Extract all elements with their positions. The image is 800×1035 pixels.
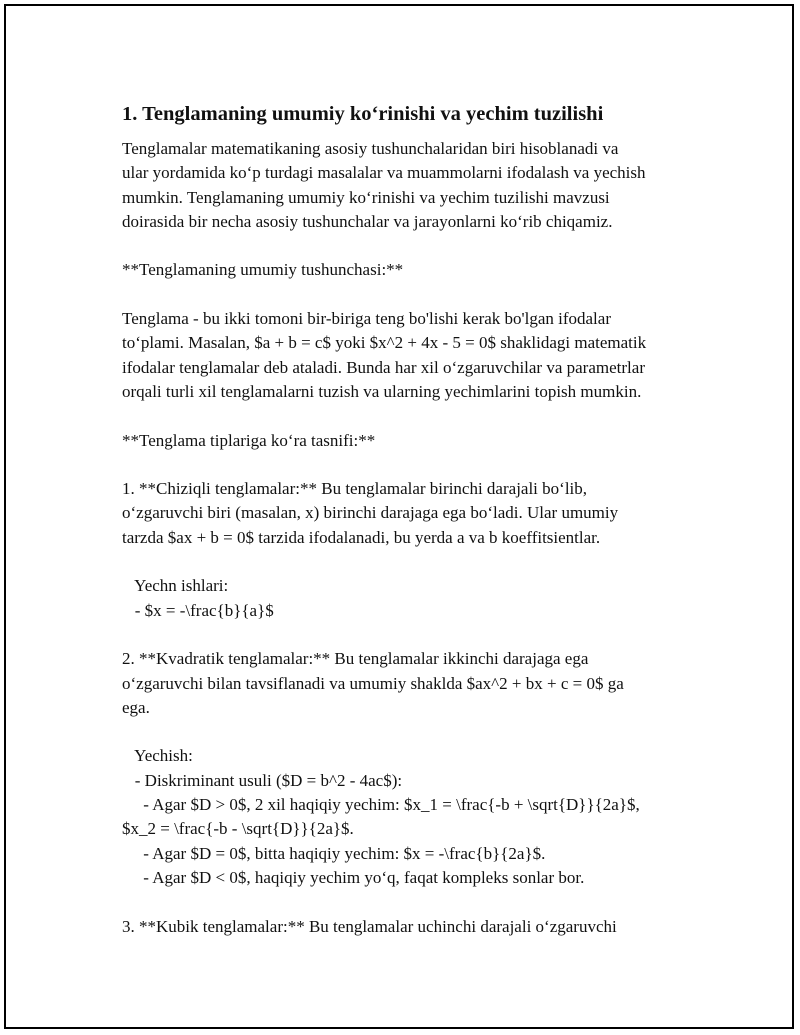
text-line: doirasida bir necha asosiy tushunchalar va jarayonlarni koʻrib chiqamiz. bbox=[122, 211, 613, 231]
text-line bbox=[122, 404, 722, 428]
text-line: - Diskriminant usuli ($D = b^2 - 4ac$): bbox=[122, 770, 403, 790]
text-line: - $x = -\frac{b}{a}$ bbox=[122, 600, 274, 620]
text-line: 2. **Kvadratik tenglamalar:** Bu tenglamalar ikkinchi darajaga ega bbox=[122, 649, 589, 669]
text-line: Tenglama - bu ikki tomoni bir-biriga teng bo'lishi kerak bo'lgan ifodalar bbox=[122, 309, 611, 329]
text-line bbox=[122, 720, 722, 744]
text-line: Tenglamalar matematikaning asosiy tushunchalaridan biri hisoblanadi va bbox=[122, 139, 619, 158]
text-line: oʻzgaruvchi bilan tavsiflanadi va umumiy shaklda $ax^2 + bx + c = 0$ ga bbox=[122, 673, 624, 693]
text-line bbox=[122, 453, 722, 477]
text-line: - Agar $D = 0$, bitta haqiqiy yechim: $x = -\frac{b}{2a}$. bbox=[122, 843, 546, 863]
text-line: ega. bbox=[122, 697, 150, 717]
text-line: - Agar $D < 0$, haqiqiy yechim yoʻq, faqat kompleks sonlar bor. bbox=[122, 867, 585, 887]
document-content bbox=[122, 101, 722, 939]
text-line bbox=[122, 283, 722, 307]
section-heading: 1. Tenglamaning umumiy koʻrinishi va yechim tuzilishi bbox=[122, 103, 604, 125]
text-line: oʻzgaruvchi biri (masalan, x) birinchi darajaga ega boʻladi. Ular umumiy bbox=[122, 503, 619, 523]
text-line: Yechish: bbox=[122, 746, 193, 766]
text-line: - Agar $D > 0$, 2 xil haqiqiy yechim: $x_1 = \frac{-b + \sqrt{D}}{2a}$, bbox=[122, 795, 640, 815]
text-line: 3. **Kubik tenglamalar:** Bu tenglamalar uchinchi darajali oʻzgaruvchi bbox=[122, 916, 617, 936]
document-page bbox=[4, 4, 794, 1029]
text-line: **Tenglamaning umumiy tushunchasi:** bbox=[122, 260, 404, 280]
text-line: orqali turli xil tenglamalarni tuzish va ularning yechimlarini topish mumkin. bbox=[122, 381, 642, 401]
text-line bbox=[122, 890, 722, 914]
text-line: ifodalar tenglamalar deb ataladi. Bunda har xil oʻzgaruvchilar va parametrlar bbox=[122, 357, 645, 377]
text-line: toʻplami. Masalan, $a + b = c$ yoki $x^2 + 4x - 5 = 0$ shaklidagi matematik bbox=[122, 333, 647, 353]
text-line: ular yordamida koʻp turdagi masalalar va muammolarni ifodalash va yechish bbox=[122, 163, 646, 183]
text-line: mumkin. Tenglamaning umumiy koʻrinishi va yechim tuzilishi mavzusi bbox=[122, 187, 610, 207]
text-line bbox=[122, 623, 722, 647]
text-line bbox=[122, 234, 722, 258]
text-line: Yechn ishlari: bbox=[122, 576, 229, 596]
text-line: 1. **Chiziqli tenglamalar:** Bu tenglamalar birinchi darajali boʻlib, bbox=[122, 479, 588, 499]
text-line bbox=[122, 550, 722, 574]
text-line: **Tenglama tiplariga koʻra tasnifi:** bbox=[122, 430, 376, 450]
body-text bbox=[122, 137, 722, 939]
text-line: tarzda $ax + b = 0$ tarzida ifodalanadi, bu yerda a va b koeffitsientlar. bbox=[122, 527, 601, 547]
text-line: $x_2 = \frac{-b - \sqrt{D}}{2a}$. bbox=[122, 819, 354, 839]
